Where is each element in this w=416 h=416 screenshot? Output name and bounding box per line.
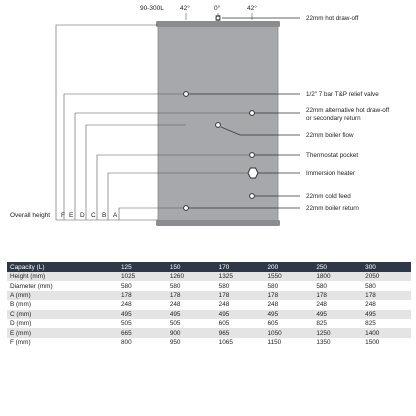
table-cell: 178 [264,291,313,300]
table-header-row [7,262,411,272]
table-row [7,291,411,300]
callout-thermostat: Thermostat pocket [306,152,359,159]
table-cell: 605 [264,319,313,328]
dim-letter-d: D [80,212,85,219]
callout-cold-feed: 22mm cold feed [306,193,351,200]
table-row [7,300,411,309]
table-cell: F (mm) [7,338,118,347]
header-cell: 200 [264,262,313,272]
table-cell: 248 [362,300,411,309]
angle-center-label: 0° [214,5,221,12]
callout-boiler-flow: 22mm boiler flow [306,132,354,139]
callout-hot-draw-off: 22mm hot draw-off [306,15,359,22]
table-cell: 505 [118,319,167,328]
cold-feed-port [250,194,255,199]
callout-immersion: Immersion heater [306,170,355,177]
table-cell: 1050 [264,328,313,337]
table-row [7,338,411,347]
header-cell: Capacity (L) [7,262,118,272]
table-cell: B (mm) [7,300,118,309]
table-cell: 248 [167,300,216,309]
table-cell: 495 [264,310,313,319]
table-cell: 580 [313,281,362,290]
table-cell: 1325 [216,272,265,281]
overall-height-label: Overall height [10,212,51,219]
dim-line-overall [56,25,158,220]
dim-letter-c: C [91,212,96,219]
table-cell: 825 [313,319,362,328]
angle-right-label: 42° [247,5,257,12]
table-row [7,310,411,319]
table-cell: 580 [216,281,265,290]
table-cell: 248 [216,300,265,309]
boiler-flow-port [216,123,221,128]
header-cell: 125 [118,262,167,272]
table-cell: 178 [167,291,216,300]
table-cell: 178 [216,291,265,300]
dim-letter-a: A [113,212,118,219]
table-cell: A (mm) [7,291,118,300]
dim-letter-b: B [102,212,107,219]
table-cell: 825 [362,319,411,328]
table-cell: 1550 [264,272,313,281]
table-cell: 1065 [216,338,265,347]
callout-boiler-return: 22mm boiler return [306,205,359,212]
table-cell: 178 [118,291,167,300]
dim-letter-f: F [61,212,65,219]
table-row [7,281,411,290]
table-cell: 1260 [167,272,216,281]
table-cell: 1025 [118,272,167,281]
table-cell: 2050 [362,272,411,281]
table-cell: 505 [167,319,216,328]
relief-valve-port [184,92,189,97]
table-cell: 495 [167,310,216,319]
cylinder-bottom-band [156,220,280,226]
table-row [7,319,411,328]
table-cell: 1800 [313,272,362,281]
table-cell: 665 [118,328,167,337]
hot-draw-off-port [216,16,220,20]
table-cell: C (mm) [7,310,118,319]
table-cell: 580 [167,281,216,290]
table-cell: 248 [264,300,313,309]
table-cell: Diameter (mm) [7,281,118,290]
table-cell: 800 [118,338,167,347]
table-cell: 248 [313,300,362,309]
table-cell: 605 [216,319,265,328]
table-cell: 248 [118,300,167,309]
header-cell: 300 [362,262,411,272]
table-header [7,262,411,272]
dim-letter-e: E [69,212,74,219]
immersion-heater-port [248,168,258,178]
table-row [7,328,411,337]
table-cell: 900 [167,328,216,337]
table-cell: 1500 [362,338,411,347]
table-cell: 965 [216,328,265,337]
table-cell: 1250 [313,328,362,337]
callout-alt-draw-off: 22mm alternative hot draw-off [306,107,390,114]
boiler-return-port [184,206,189,211]
table-cell: 495 [362,310,411,319]
header-cell: 250 [313,262,362,272]
header-cell: 170 [216,262,265,272]
table-cell: 178 [313,291,362,300]
capacity-range-label: 90-300L [140,5,164,12]
table-cell: Height (mm) [7,272,118,281]
angle-left-label: 42° [180,5,190,12]
table-cell: 580 [118,281,167,290]
table-cell: 1150 [264,338,313,347]
table-cell: 580 [264,281,313,290]
alt-draw-off-port [250,111,255,116]
table-cell: 1400 [362,328,411,337]
table-cell: 495 [216,310,265,319]
callout-alt-draw-off-2: or secondary return [306,115,361,122]
table-cell: E (mm) [7,328,118,337]
table-cell: 1350 [313,338,362,347]
table-cell: 178 [362,291,411,300]
table-cell: 580 [362,281,411,290]
table-cell: 495 [313,310,362,319]
thermostat-port [250,153,255,158]
table-cell: D (mm) [7,319,118,328]
table-cell: 495 [118,310,167,319]
table-cell: 950 [167,338,216,347]
callout-relief-valve: 1/2" 7 bar T&P relief valve [306,91,379,98]
header-cell: 150 [167,262,216,272]
table-body [7,272,411,347]
table-row [7,272,411,281]
dimensions-table [7,262,411,347]
